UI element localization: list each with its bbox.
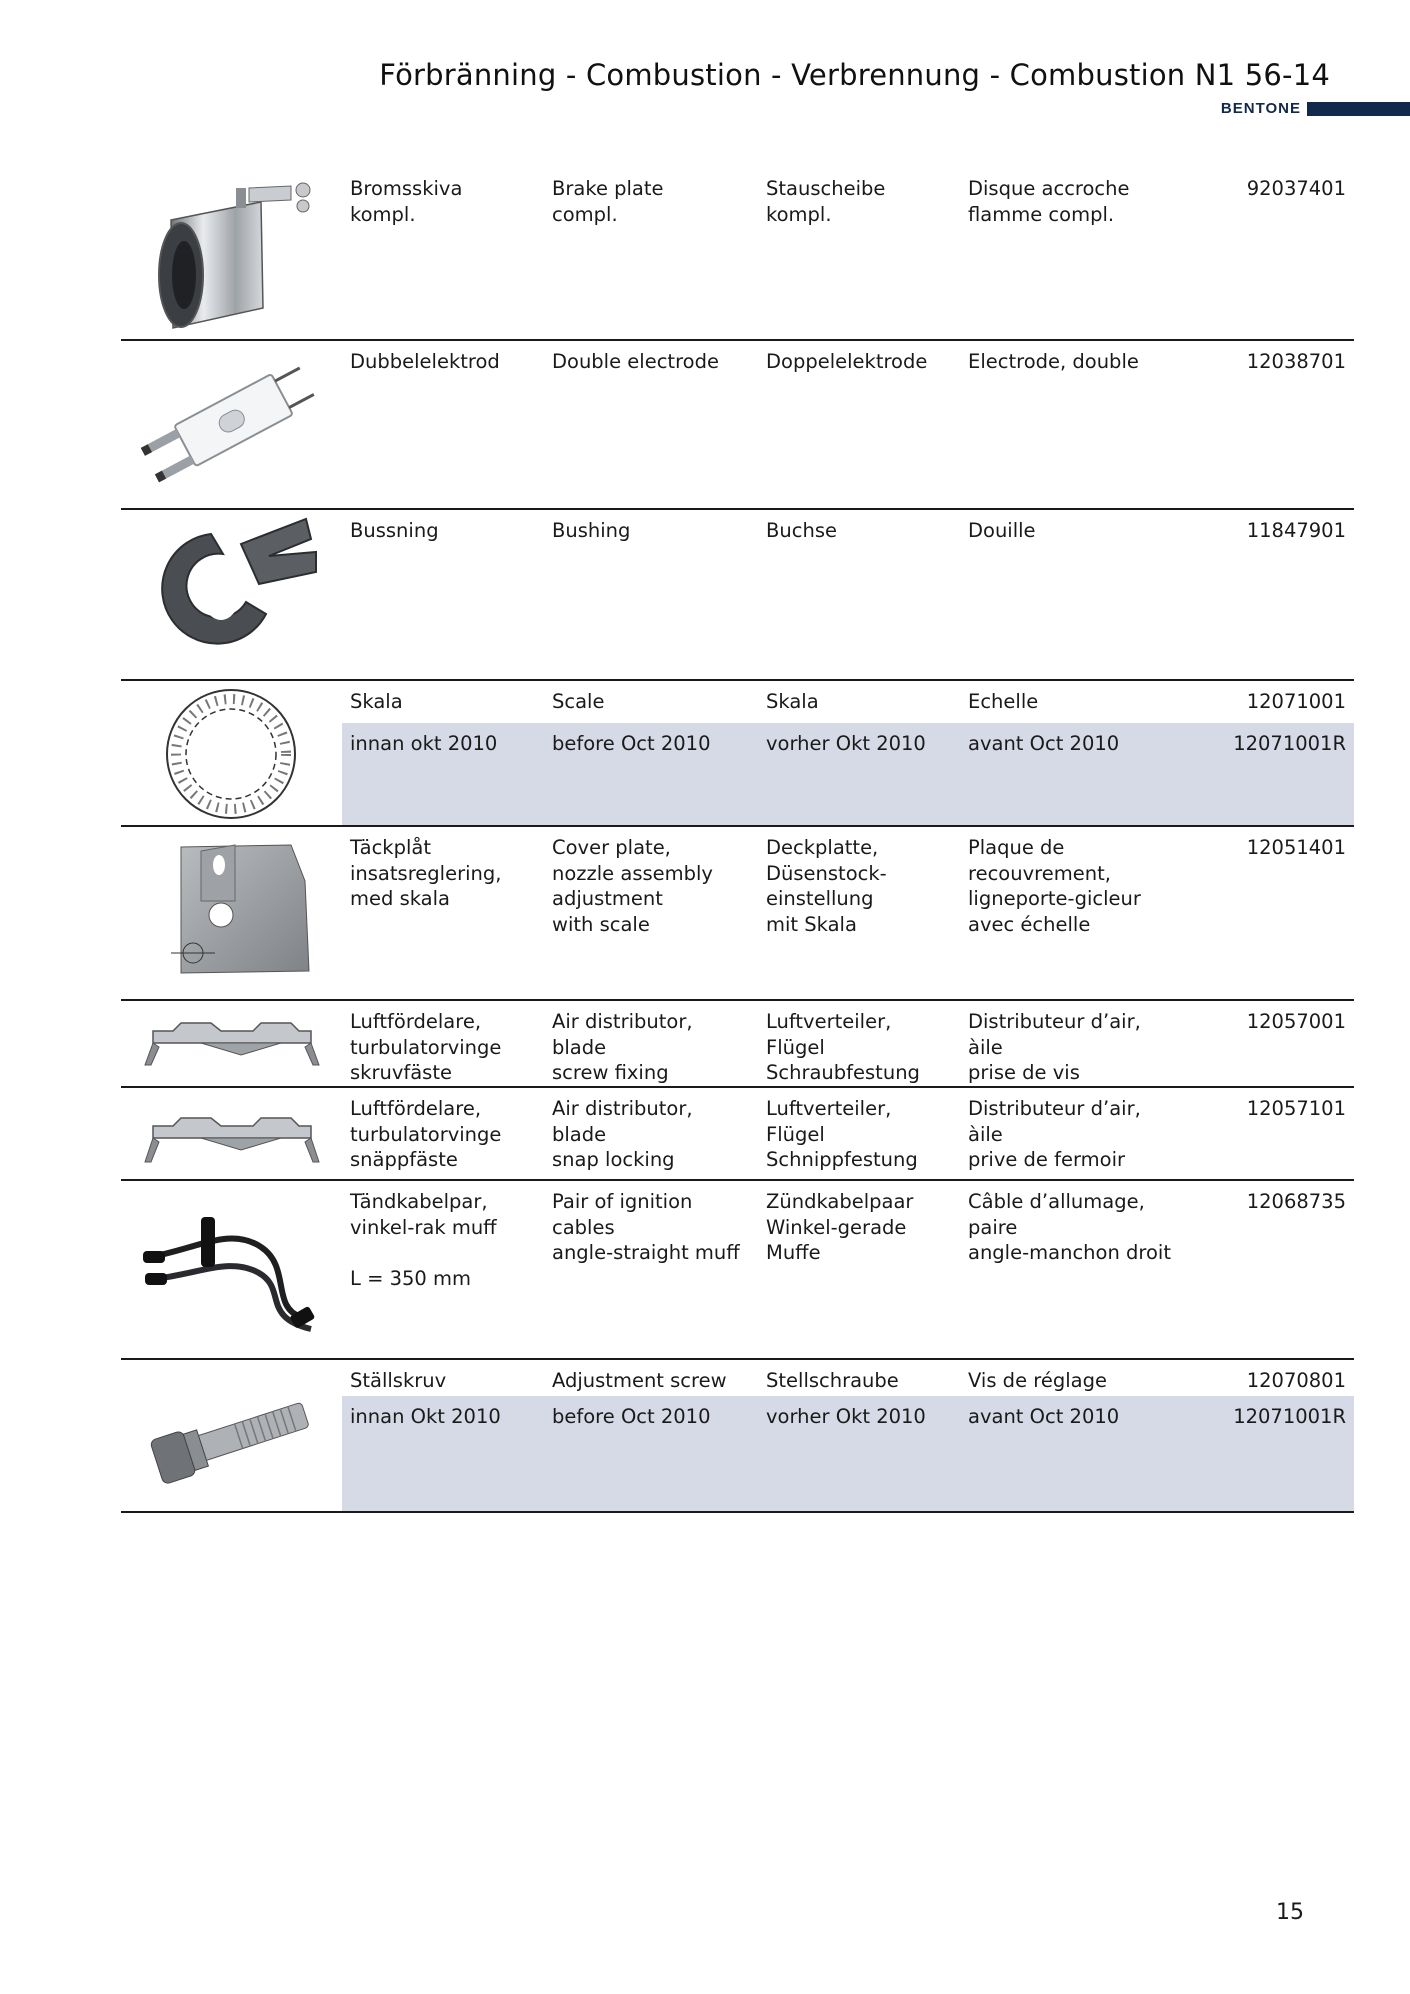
part-row xyxy=(121,508,1354,679)
bushing-icon xyxy=(141,514,321,654)
ignition-cables-icon xyxy=(141,1207,321,1337)
part-number: 11847901 xyxy=(1246,519,1346,542)
french-name: avant Oct 2010 xyxy=(968,1405,1120,1428)
part-number: 92037401 xyxy=(1246,177,1346,200)
part-number: 12071001R xyxy=(1233,732,1346,755)
swedish-name: Luftfördelare, turbulatorvinge snäppfäste xyxy=(350,1097,502,1171)
swedish-name: Dubbelelektrod xyxy=(350,350,500,373)
german-name: Stauscheibe kompl. xyxy=(766,177,886,226)
part-row xyxy=(121,825,1354,1000)
german-name: Doppelelektrode xyxy=(766,350,928,373)
part-line xyxy=(342,1009,1354,1087)
part-row xyxy=(121,999,1354,1087)
swedish-name: Luftfördelare, turbulatorvinge skruvfäste xyxy=(350,1010,502,1084)
table-bottom-rule xyxy=(121,1511,1354,1513)
english-name: Pair of ignition cables angle-straight muff xyxy=(552,1190,740,1264)
german-name: Luftverteiler, Flügel Schnippfestung xyxy=(766,1097,918,1171)
part-number: 12038701 xyxy=(1246,350,1346,373)
brake-plate-icon xyxy=(141,180,321,330)
swedish-name: innan okt 2010 xyxy=(350,732,498,755)
part-line-variant xyxy=(342,1396,1354,1513)
part-row xyxy=(121,339,1354,509)
part-line xyxy=(342,681,1354,723)
brand-logo: BENTONE xyxy=(1220,100,1301,117)
french-name: Distributeur d’air, àile prise de vis xyxy=(968,1010,1141,1084)
french-name: Distributeur d’air, àile prive de fermoir xyxy=(968,1097,1141,1171)
page-number: 15 xyxy=(1276,1900,1304,1925)
german-name: Luftverteiler, Flügel Schraubfestung xyxy=(766,1010,920,1084)
part-number: 12057101 xyxy=(1246,1097,1346,1120)
swedish-name: Bussning xyxy=(350,519,439,542)
english-name: before Oct 2010 xyxy=(552,732,711,755)
swedish-name: Skala xyxy=(350,690,403,713)
english-name: Air distributor, blade screw fixing xyxy=(552,1010,693,1084)
german-name: Deckplatte, Düsenstock- einstellung mit Skala xyxy=(766,836,887,936)
french-name: Douille xyxy=(968,519,1036,542)
english-name: Adjustment screw xyxy=(552,1369,727,1392)
french-name: Câble d’allumage, paire angle-manchon droit xyxy=(968,1190,1171,1264)
german-name: Stellschraube xyxy=(766,1369,899,1392)
part-number: 12071001R xyxy=(1233,1405,1346,1428)
part-row xyxy=(121,1179,1354,1359)
french-name: Electrode, double xyxy=(968,350,1139,373)
french-name: Echelle xyxy=(968,690,1039,713)
double-electrode-icon xyxy=(141,351,321,501)
german-name: Zündkabelpaar Winkel-gerade Muffe xyxy=(766,1190,914,1264)
german-name: vorher Okt 2010 xyxy=(766,732,926,755)
cover-plate-icon xyxy=(141,841,321,977)
part-line xyxy=(342,1189,1354,1299)
english-name: before Oct 2010 xyxy=(552,1405,711,1428)
air-distributor-icon xyxy=(141,1013,321,1073)
french-name: Vis de réglage xyxy=(968,1369,1107,1392)
part-number: 12057001 xyxy=(1246,1010,1346,1033)
swedish-name: Ställskruv xyxy=(350,1369,447,1392)
french-name: Disque accroche flamme compl. xyxy=(968,177,1130,226)
french-name: Plaque de recouvrement, ligneporte-gicleur avec échelle xyxy=(968,836,1141,936)
german-name: Skala xyxy=(766,690,819,713)
german-name: Buchse xyxy=(766,519,837,542)
swedish-name: Bromsskiva kompl. xyxy=(350,177,463,226)
brand-strip xyxy=(1221,100,1410,117)
adjustment-screw-icon xyxy=(141,1390,321,1500)
part-number: 12070801 xyxy=(1246,1369,1346,1392)
french-name: avant Oct 2010 xyxy=(968,732,1120,755)
part-row xyxy=(121,1086,1354,1180)
english-name: Double electrode xyxy=(552,350,719,373)
swedish-name: innan Okt 2010 xyxy=(350,1405,501,1428)
english-name: Scale xyxy=(552,690,605,713)
part-line xyxy=(342,518,1354,548)
part-number: 12068735 xyxy=(1246,1190,1346,1213)
part-line-variant xyxy=(342,723,1354,827)
part-row xyxy=(121,679,1354,825)
air-distributor-icon xyxy=(141,1104,321,1168)
scale-dial-icon xyxy=(141,685,321,823)
english-name: Brake plate compl. xyxy=(552,177,664,226)
page-title: Förbränning - Combustion - Verbrennung - Combustion N1 56-14 xyxy=(379,58,1330,92)
part-line xyxy=(342,176,1354,236)
part-row xyxy=(121,168,1354,340)
part-line xyxy=(342,1360,1354,1396)
part-number: 12071001 xyxy=(1246,690,1346,713)
german-name: vorher Okt 2010 xyxy=(766,1405,926,1428)
part-number: 12051401 xyxy=(1246,836,1346,859)
swedish-name: Täckplåt insatsreglering, med skala xyxy=(350,836,502,910)
part-row xyxy=(121,1358,1354,1511)
english-name: Air distributor, blade snap locking xyxy=(552,1097,693,1171)
swedish-name: Tändkabelpar, vinkel-rak muff L = 350 mm xyxy=(350,1190,497,1290)
part-line xyxy=(342,1096,1354,1176)
part-line xyxy=(342,835,1354,945)
english-name: Bushing xyxy=(552,519,631,542)
english-name: Cover plate, nozzle assembly adjustment with scale xyxy=(552,836,713,936)
brand-bar xyxy=(1307,102,1410,116)
part-line xyxy=(342,349,1354,379)
